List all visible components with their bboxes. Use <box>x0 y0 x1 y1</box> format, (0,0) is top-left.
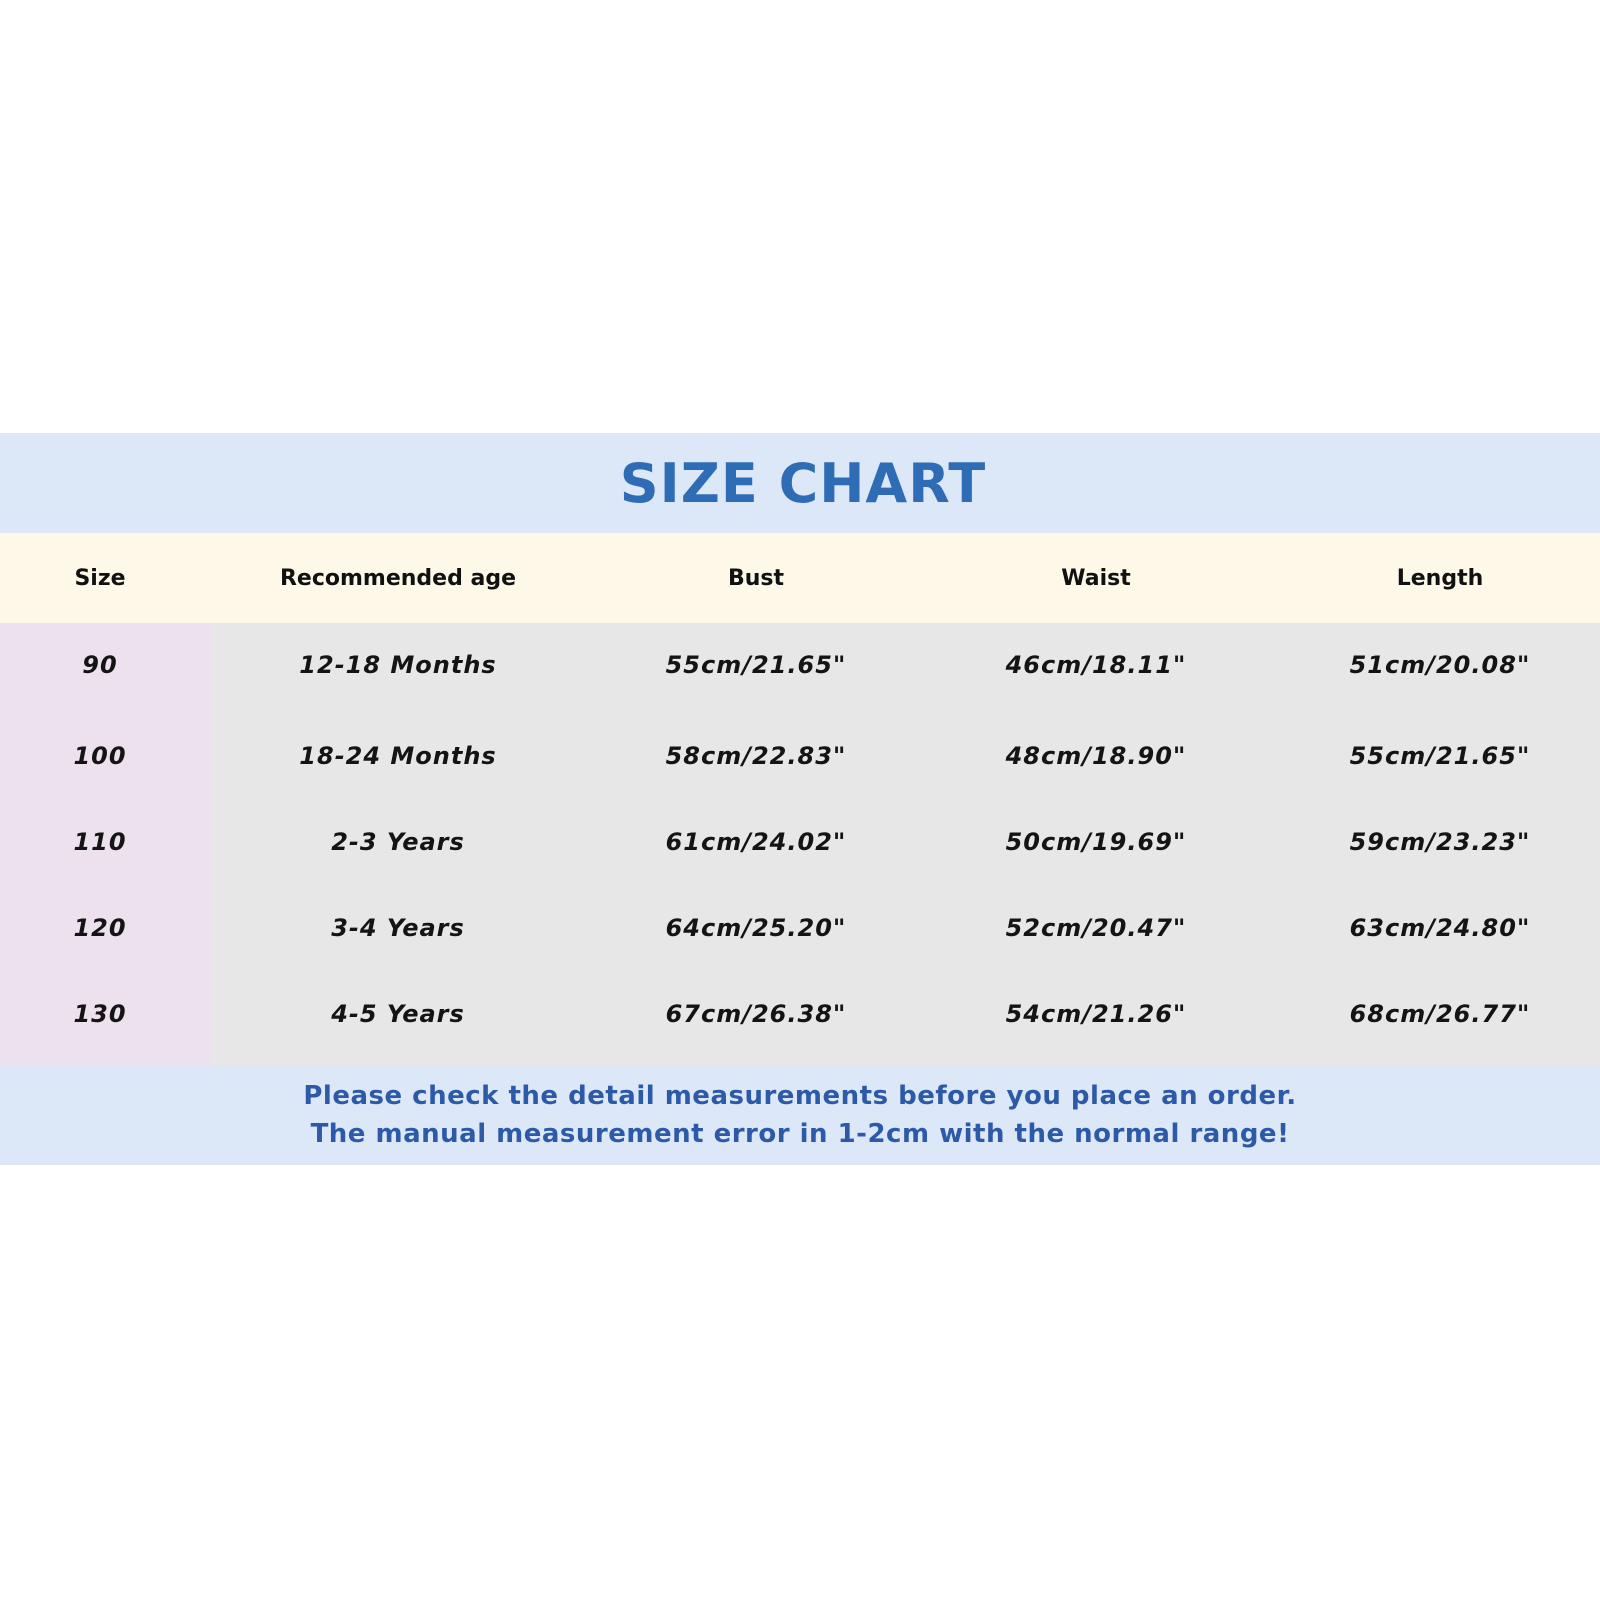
header-length: Length <box>1396 565 1484 591</box>
cell-waist: 46cm/18.11" <box>1005 651 1187 679</box>
note-line-2: The manual measurement error in 1-2cm with the normal range! <box>310 1119 1290 1149</box>
cell-length: 63cm/24.80" <box>1349 914 1531 942</box>
size-chart <box>0 433 1600 1165</box>
cell-bust: 61cm/24.02" <box>665 828 847 856</box>
cell-waist: 52cm/20.47" <box>1005 914 1187 942</box>
cell-age: 2-3 Years <box>331 828 465 856</box>
note-band <box>0 1065 1600 1165</box>
cell-length: 51cm/20.08" <box>1349 651 1531 679</box>
chart-title: SIZE CHART <box>619 451 987 515</box>
table-body <box>0 623 1600 1065</box>
cell-length: 59cm/23.23" <box>1349 828 1531 856</box>
cell-bust: 67cm/26.38" <box>665 1000 847 1028</box>
header-size: Size <box>74 565 126 591</box>
cell-waist: 50cm/19.69" <box>1005 828 1187 856</box>
cell-length: 68cm/26.77" <box>1349 1000 1531 1028</box>
cell-length: 55cm/21.65" <box>1349 742 1531 770</box>
table-row <box>0 726 1600 786</box>
cell-bust: 58cm/22.83" <box>665 742 847 770</box>
cell-size: 90 <box>82 651 118 679</box>
title-band <box>0 433 1600 533</box>
cell-size: 110 <box>73 828 127 856</box>
cell-size: 130 <box>73 1000 127 1028</box>
note-line-1: Please check the detail measurements before you place an order. <box>303 1081 1297 1111</box>
header-waist: Waist <box>1061 565 1131 591</box>
table-row <box>0 898 1600 958</box>
table-row <box>0 635 1600 695</box>
header-bust: Bust <box>727 565 785 591</box>
table-header-row <box>0 533 1600 623</box>
cell-age: 18-24 Months <box>299 742 497 770</box>
cell-size: 120 <box>73 914 127 942</box>
table-row <box>0 812 1600 872</box>
header-recommended-age: Recommended age <box>279 565 517 591</box>
cell-bust: 64cm/25.20" <box>665 914 847 942</box>
table-row <box>0 984 1600 1044</box>
cell-waist: 48cm/18.90" <box>1005 742 1187 770</box>
cell-age: 3-4 Years <box>331 914 465 942</box>
cell-size: 100 <box>73 742 127 770</box>
cell-waist: 54cm/21.26" <box>1005 1000 1187 1028</box>
cell-age: 4-5 Years <box>331 1000 465 1028</box>
cell-bust: 55cm/21.65" <box>665 651 847 679</box>
cell-age: 12-18 Months <box>299 651 497 679</box>
